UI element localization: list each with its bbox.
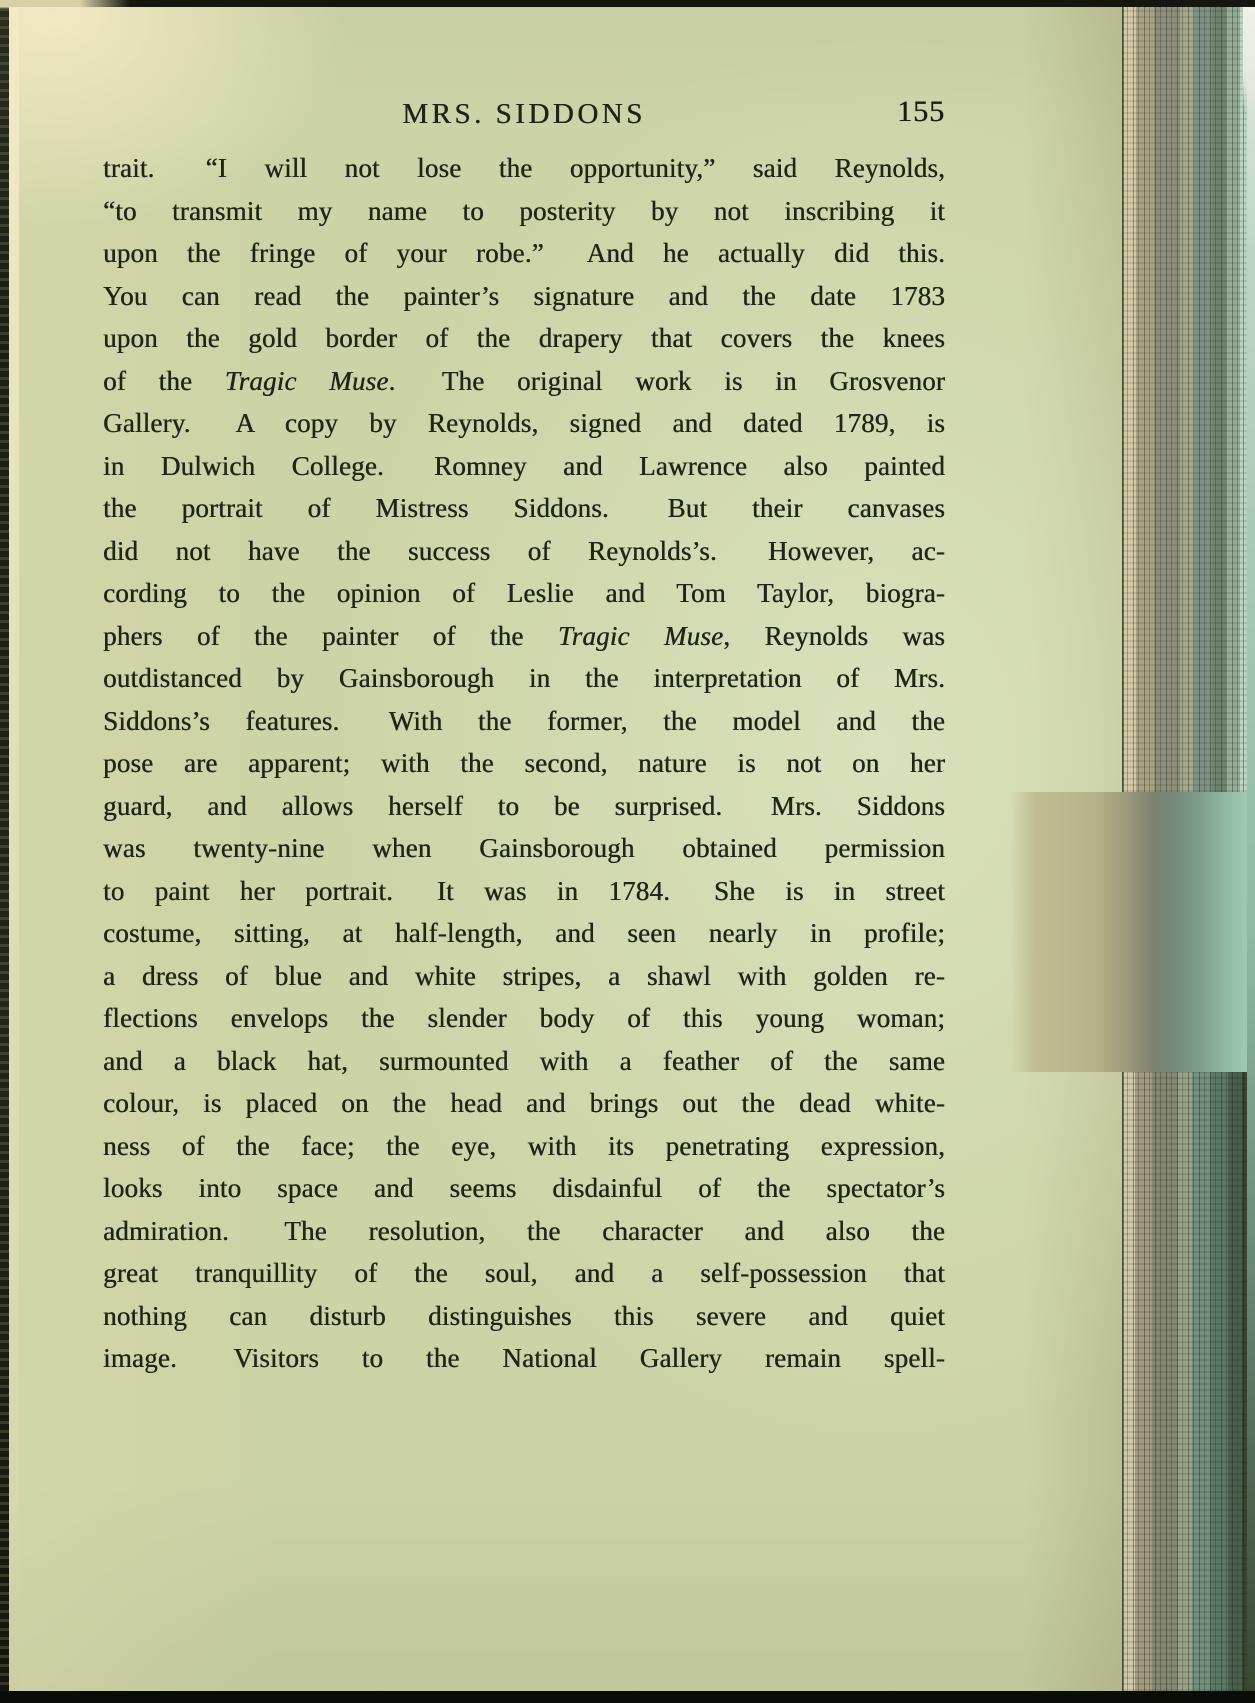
text-line [103,317,945,360]
bottom-shadow-bar [0,1691,1255,1703]
running-head-title: MRS. SIDDONS [402,98,646,130]
text-run: “to transmit my name to posterity by not inscribing it [103,195,945,226]
text-line [103,615,945,658]
text-run: the portrait of Mistress Siddons. But their canvases [103,493,945,523]
text-run: guard, and allows herself to be surprised. Mrs. Siddons [103,790,945,821]
text-run: was twenty-nine when Gainsborough obtained permission [103,833,945,863]
text-line [103,742,945,785]
text-line [103,1295,945,1338]
fore-edge-blur-band [1010,792,1255,1072]
text-line [103,572,945,615]
body-text [103,147,945,1380]
italic-text-run: Tragic Muse [224,365,389,396]
text-line [103,1040,945,1083]
text-line [103,912,945,955]
fore-edge-stripes-bottom [1122,1072,1255,1703]
text-run: flections envelops the slender body of this young woman; [103,1003,945,1033]
text-run: cording to the opinion of Leslie and Tom Taylor, biogra- [103,578,945,608]
text-run: colour, is placed on the head and brings out the dead white- [103,1088,945,1118]
text-line [103,700,945,743]
text-run: pose are apparent; with the second, nature is not on her [103,748,945,778]
text-run: a dress of blue and white stripes, a shawl with golden re- [103,960,945,991]
text-line [103,1252,945,1295]
fore-edge-white-corner [1243,0,1255,112]
book-page [8,0,1124,1703]
book-fore-edge [1122,0,1255,1703]
text-run: nothing can disturb distinguishes this severe and quiet [103,1300,945,1331]
text-run: admiration. The resolution, the character and also the [103,1215,945,1246]
text-run: to paint her portrait. It was in 1784. She is in street [103,875,945,906]
text-run: phers of the painter of the [103,620,558,651]
text-line [103,487,945,530]
text-line [103,360,945,403]
fore-edge-right-sliver [1247,0,1255,1703]
text-run: upon the fringe of your robe.” And he actually did this. [103,238,945,268]
text-line [103,1337,945,1380]
text-run: . The original work is in Grosvenor [388,365,945,396]
text-line [103,147,945,190]
text-run: upon the gold border of the drapery that covers the knees [103,323,945,353]
text-line [103,997,945,1040]
text-line [103,1167,945,1210]
text-line [103,190,945,233]
page-left-highlight [9,0,19,1703]
text-line [103,785,945,828]
text-line [103,1210,945,1253]
text-line [103,870,945,913]
text-line [103,402,945,445]
text-line [103,1125,945,1168]
italic-text-run: Tragic Muse [557,620,724,651]
top-shadow-bar [0,0,1255,7]
text-run: great tranquillity of the soul, and a self-possession that [103,1258,945,1288]
text-run: looks into space and seems disdainful of the spectator’s [103,1173,945,1203]
text-run: costume, sitting, at half-length, and seen nearly in profile; [103,918,945,948]
text-line [103,1082,945,1125]
text-run: in Dulwich College. Romney and Lawrence also painted [103,450,945,481]
text-run: , Reynolds was [723,620,946,651]
text-line [103,657,945,700]
text-run: image. Visitors to the National Gallery remain spell- [103,1343,945,1373]
text-run: Siddons’s features. With the former, the model and the [103,705,945,736]
text-line [103,530,945,573]
text-run: did not have the success of Reynolds’s. However, ac- [103,535,945,566]
text-run: and a black hat, surmounted with a feather of the same [103,1045,945,1076]
text-run: ness of the face; the eye, with its penetrating expression, [103,1130,945,1161]
text-line [103,232,945,275]
text-line [103,275,945,318]
text-run: outdistanced by Gainsborough in the interpretation of Mrs. [103,663,945,693]
page-number: 155 [897,95,945,128]
text-run: trait. “I will not lose the opportunity,” said Reynolds, [103,153,945,183]
fore-edge-stripes-top [1122,0,1255,792]
text-run: of the [103,365,225,396]
text-line [103,445,945,488]
text-line [103,955,945,998]
text-line [103,827,945,870]
page-left-gutter-edge [0,0,9,1703]
text-run: Gallery. A copy by Reynolds, signed and dated 1789, is [103,408,945,438]
text-run: You can read the painter’s signature and the date 1783 [103,280,945,311]
